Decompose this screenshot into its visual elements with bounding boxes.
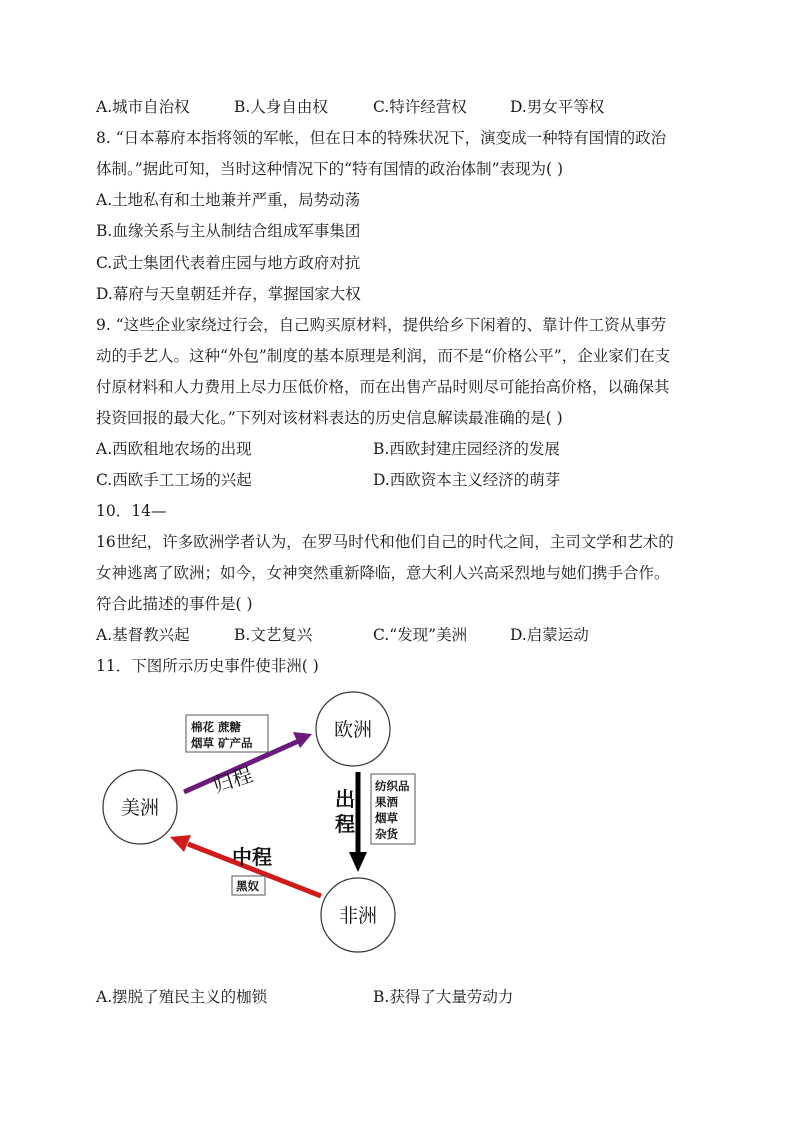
q10-option-a: A.基督教兴起 xyxy=(96,626,190,644)
q10-stem-line3: 女神逃离了欧洲；如今，女神突然重新降临，意大利人兴高采烈地与她们携手合作。 xyxy=(96,564,670,582)
middle-goods: 黑奴 xyxy=(236,879,259,893)
q7-option-a: A.城市自治权 xyxy=(96,98,190,116)
q7-option-b: B.人身自由权 xyxy=(234,98,328,116)
out-arrowhead xyxy=(349,852,367,872)
middle-arrowhead xyxy=(170,835,191,852)
q9-option-a: A.西欧租地农场的出现 xyxy=(96,440,252,458)
return-goods-row2: 烟草 矿产品 xyxy=(191,736,253,750)
out-goods-1: 纺织品 xyxy=(375,779,410,793)
america-label: 美洲 xyxy=(120,797,160,819)
q9-option-d: D.西欧资本主义经济的萌芽 xyxy=(373,471,561,489)
return-goods-row1: 棉花 蔗糖 xyxy=(191,720,242,734)
q8-option-c: C.武士集团代表着庄园与地方政府对抗 xyxy=(96,254,361,272)
q7-option-d: D.男女平等权 xyxy=(510,98,605,116)
q9-stem-line3: 付原材料和人力费用上尽力压低价格，而在出售产品时则尽可能抬高价格，以确保其 xyxy=(96,378,670,396)
out-label-char1: 出 xyxy=(335,787,355,811)
q10-stem-line1: 10．14— xyxy=(96,502,167,520)
q7-option-c: C.特许经营权 xyxy=(373,98,467,116)
q11-stem: 11．下图所示历史事件使非洲( ) xyxy=(96,657,319,675)
q9-stem-line2: 动的手艺人。这种“外包”制度的基本原理是利润，而不是“价格公平”，企业家们在支 xyxy=(96,347,671,365)
q9-option-c: C.西欧手工工场的兴起 xyxy=(96,471,252,489)
return-label: 归程 xyxy=(209,762,256,798)
q9-stem-line1: 9. “这些企业家绕过行会，自己购买原材料，提供给乡下闲着的、靠计件工资从事劳 xyxy=(96,316,667,334)
q10-option-c: C.“发现”美洲 xyxy=(373,626,468,644)
q8-option-d: D.幕府与天皇朝廷并存，掌握国家大权 xyxy=(96,285,361,303)
out-goods-4: 杂货 xyxy=(375,827,398,841)
middle-label: 中程 xyxy=(232,845,272,869)
q11-option-a: A.摆脱了殖民主义的枷锁 xyxy=(96,988,268,1006)
europe-label: 欧洲 xyxy=(333,719,373,741)
q8-option-b: B.血缘关系与主从制结合组成军事集团 xyxy=(96,222,361,240)
out-goods-2: 果酒 xyxy=(375,795,398,809)
q10-stem-line4: 符合此描述的事件是( ) xyxy=(96,595,253,613)
q10-option-b: B.文艺复兴 xyxy=(234,626,313,644)
out-label-char2: 程 xyxy=(335,812,355,836)
q9-stem-line4: 投资回报的最大化。”下列对该材料表达的历史信息解读最准确的是( ) xyxy=(96,409,563,427)
triangular-trade-diagram xyxy=(96,682,436,972)
q9-option-b: B.西欧封建庄园经济的发展 xyxy=(373,440,560,458)
q11-option-b: B.获得了大量劳动力 xyxy=(373,988,514,1006)
out-goods-3: 烟草 xyxy=(375,811,398,825)
q8-stem-line1: 8. “日本幕府本指将领的军帐，但在日本的特殊状况下，演变成一种特有国情的政治 xyxy=(96,129,667,147)
q10-stem-line2: 16世纪，许多欧洲学者认为，在罗马时代和他们自己的时代之间，主司文学和艺术的 xyxy=(96,533,674,551)
q8-option-a: A.土地私有和土地兼并严重，局势动荡 xyxy=(96,191,361,209)
q8-stem-line2: 体制。”据此可知，当时这种情况下的“特有国情的政治体制”表现为( ) xyxy=(96,160,564,178)
africa-label: 非洲 xyxy=(338,905,378,927)
q10-option-d: D.启蒙运动 xyxy=(510,626,589,644)
